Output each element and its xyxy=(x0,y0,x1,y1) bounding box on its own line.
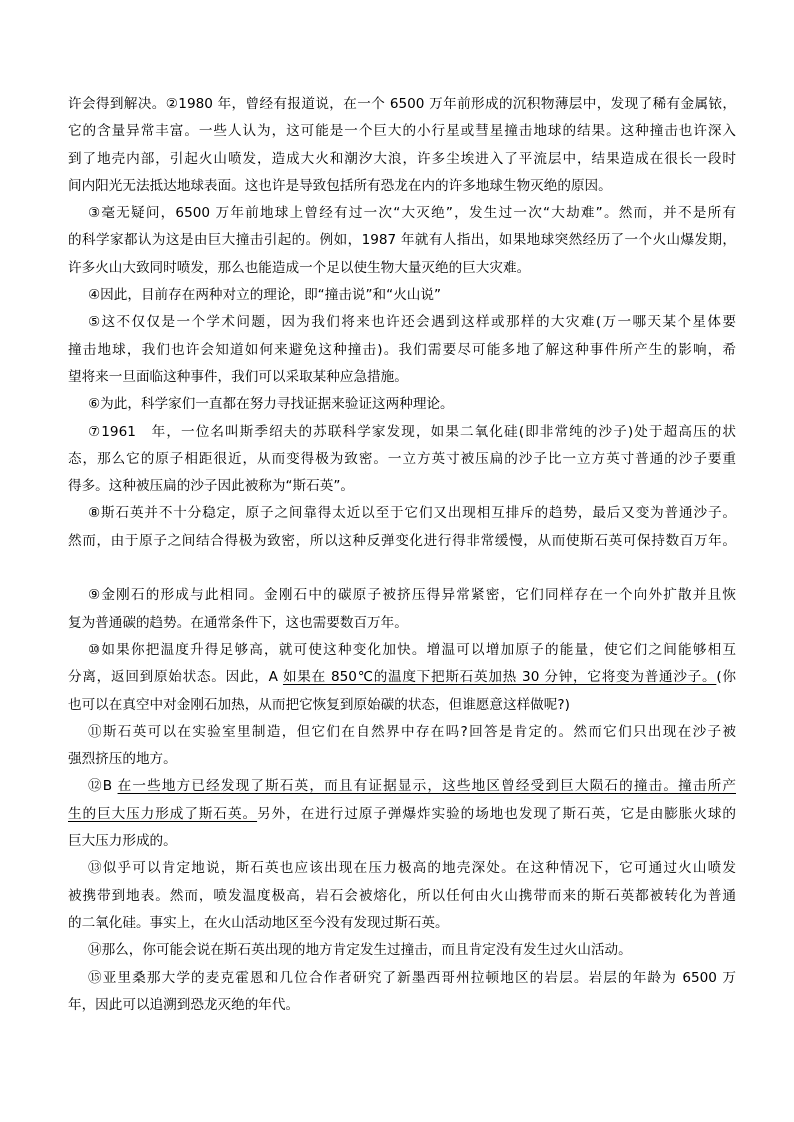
text-line: 也可以在真空中对金刚石加热，从而把它恢复到原始碳的状态，但谁愿意这样做呢?) xyxy=(68,696,570,713)
text-line: 的科学家都认为这是由巨大撞击引起的。例如，1987 年就有人指出，如果地球突然经历了一个火山爆发期， xyxy=(68,232,736,249)
paragraph-7-start: ⑦1961 年，一位名叫斯季绍夫的苏联科学家发现，如果二氧化硅(即非常纯的沙子)处于超高压的状 xyxy=(88,423,736,440)
text-line: 它的含量异常丰富。一些人认为，这可能是一个巨大的小行星或彗星撞击地球的结果。这种撞击也许深入 xyxy=(68,123,736,140)
paragraph-13-start: ⑬似乎可以肯定地说，斯石英也应该出现在压力极高的地壳深处。在这种情况下，它可通过火山喷发 xyxy=(88,860,736,877)
paragraph-10-start: ⑩如果你把温度升得足够高，就可使这种变化加快。增温可以增加原子的能量，使它们之间能够相互 xyxy=(88,641,736,658)
paragraph-6: ⑥为此，科学家们一直都在努力寻找证据来验证这两种理论。 xyxy=(88,396,454,413)
text-line: 年，因此可以追溯到恐龙灭绝的年代。 xyxy=(68,996,300,1013)
text-line: 被携带到地表。然而，喷发温度极高，岩石会被熔化，所以任何由火山携带而来的斯石英都被转化为普通 xyxy=(68,887,736,904)
text-line: 态，那么它的原子相距很近，从而变得极为致密。一立方英寸被压扁的沙子比一立方英寸普通的沙子要重 xyxy=(68,450,736,467)
paragraph-15-start: ⑮亚里桑那大学的麦克霍恩和几位合作者研究了新墨西哥州拉顿地区的岩层。岩层的年龄为 6500 万 xyxy=(88,969,736,986)
text-line: 撞击地球，我们也许会知道如何来避免这种撞击)。我们需要尽可能多地了解这种事件所产生的影响，希 xyxy=(68,341,736,358)
text-segment: (你 xyxy=(716,669,736,686)
text-segment: ⑫B xyxy=(88,778,118,795)
text-line: 得多。这种被压扁的沙子因此被称为“斯石英”。 xyxy=(68,478,354,495)
paragraph-12-start xyxy=(68,773,736,800)
text-line xyxy=(68,801,736,828)
text-line: 许会得到解决。②1980 年，曾经有报道说，在一个 6500 万年前形成的沉积物薄层中，发现了稀有金属铱， xyxy=(68,96,736,112)
underlined-sentence-a: 如果在 850℃的温度下把斯石英加热 30 分钟，它将变为普通沙子。 xyxy=(282,669,717,686)
paragraph-5-start: ⑤这不仅仅是一个学术问题，因为我们将来也许还会遇到这样或那样的大灾难(万一哪天某个星体要 xyxy=(88,314,736,331)
paragraph-4: ④因此，目前存在两种对立的理论，即“撞击说”和“火山说” xyxy=(88,287,442,304)
text-line: 巨大压力形成的。 xyxy=(68,833,177,850)
text-line: 望将来一旦面临这种事件，我们可以采取某种应急措施。 xyxy=(68,368,408,385)
text-line: 的二氧化硅。事实上，在火山活动地区至今没有发现过斯石英。 xyxy=(68,914,449,931)
underlined-sentence-b-end: 生的巨大压力形成了斯石英。 xyxy=(68,805,258,822)
paragraph-14: ⑭那么，你可能会说在斯石英出现的地方肯定发生过撞击，而且肯定没有发生过火山活动。 xyxy=(88,942,632,959)
paragraph-3-start: ③毫无疑问，6500 万年前地球上曾经有过一次“大灭绝”，发生过一次“大劫难”。然而，并不是所有 xyxy=(88,205,736,222)
text-line: 许多火山大致同时喷发，那么也能造成一个足以使生物大量灭绝的巨大灾难。 xyxy=(68,259,531,276)
paragraph-8-start: ⑧斯石英并不十分稳定，原子之间靠得太近以至于它们又出现相互排斥的趋势，最后又变为普通沙子。 xyxy=(88,505,736,522)
text-line: 强烈挤压的地方。 xyxy=(68,751,177,768)
document-page xyxy=(68,91,736,1019)
paragraph-9-start: ⑨金刚石的形成与此相同。金刚石中的碳原子被挤压得异常紧密，它们同样存在一个向外扩散并且恢 xyxy=(88,587,736,604)
paragraph-11-start: ⑪斯石英可以在实验室里制造，但它们在自然界中存在吗?回答是肯定的。然而它们只出现在沙子被 xyxy=(88,723,736,740)
text-segment: 另外，在进行过原子弹爆炸实验的场地也发现了斯石英，它是由膨胀火球的 xyxy=(257,805,736,822)
text-segment: 分离，返回到原始状态。因此，A xyxy=(68,669,283,686)
text-line: 间内阳光无法抵达地球表面。这也许是导致包括所有恐龙在内的许多地球生物灭绝的原因。 xyxy=(68,177,612,194)
text-line: 然而，由于原子之间结合得极为致密，所以这种反弹变化进行得非常缓慢，从而使斯石英可保持数百万年。 xyxy=(68,532,736,549)
underlined-sentence-b: 在一些地方已经发现了斯石英，而且有证据显示，这些地区曾经受到巨大陨石的撞击。撞击所产 xyxy=(117,778,736,795)
blank-line xyxy=(68,555,736,582)
text-line: 到了地壳内部，引起火山喷发，造成大火和潮汐大浪，许多尘埃进入了平流层中，结果造成在很长一段时 xyxy=(68,150,736,167)
text-line: 复为普通碳的趋势。在通常条件下，这也需要数百万年。 xyxy=(68,614,408,631)
text-line xyxy=(68,664,736,691)
